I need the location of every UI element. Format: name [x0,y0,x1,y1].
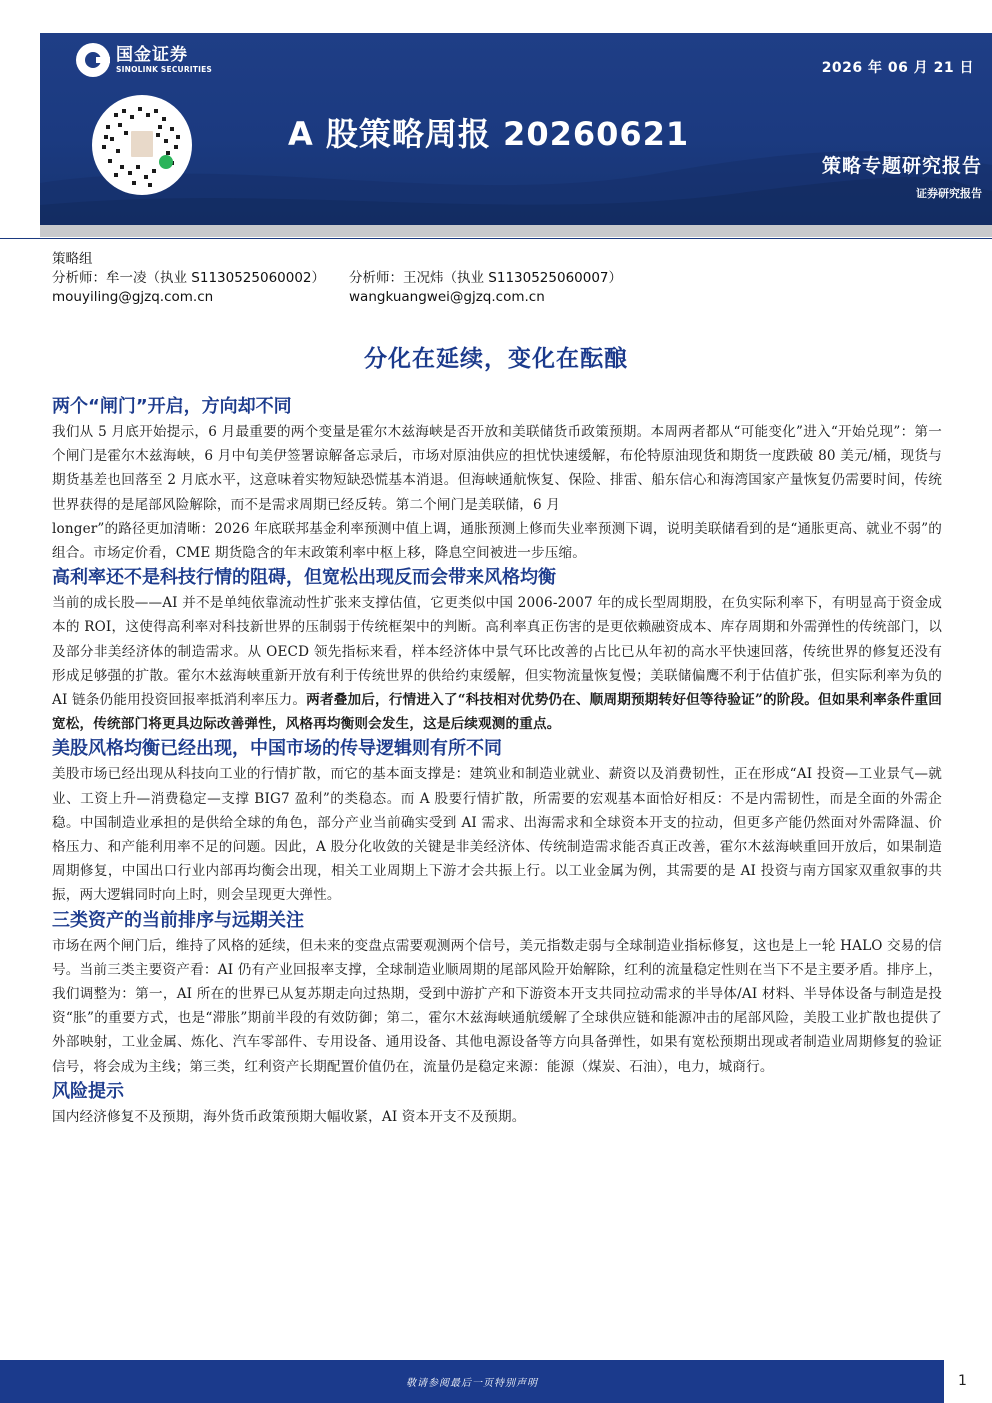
header-banner [40,33,992,225]
qr-center-badge [129,129,155,159]
paragraph-text: 国内经济修复不及预期，海外货币政策预期大幅收紧，AI 资本开支不及预期。 [52,1108,526,1125]
analyst-2-email[interactable]: wangkuangwei@gjzq.com.cn [349,289,545,305]
footer-bar [0,1360,944,1403]
report-title: A 股策略周报 20260621 [288,115,690,153]
logo-name-en: SINOLINK SECURITIES [116,65,213,74]
paragraph-bold-text: 两者叠加后，行情进入了“科技相对优势仍在、顺周期预期转好但等待验证”的阶段。但如果利率条件重回宽松，传统部门将更具边际改善弹性，风格再均衡则会发生，这是后续观测的重点。 [52,692,943,733]
analyst-2: 分析师：王况炜（执业 S1130525060007） [349,270,623,286]
section-title: 两个“闸门”开启，方向却不同 [52,396,292,417]
analyst-1-email[interactable]: mouyiling@gjzq.com.cn [52,289,214,305]
logo-mark-icon [76,43,110,77]
section-paragraph [52,934,942,1079]
section-title: 风险提示 [52,1080,124,1102]
footer-disclaimer[interactable]: 敬请参阅最后一页特别声明 [406,1378,538,1389]
qr-code[interactable] [92,95,192,195]
report-date: 2026 年 06 月 21 日 [821,60,974,76]
section-paragraph [52,420,942,565]
section-paragraph [52,1105,942,1129]
logo-name-cn: 国金证券 [116,45,188,65]
report-headline: 分化在延续，变化在酝酿 [364,346,628,372]
header-divider [0,238,992,239]
report-subtype: 证券研究报告 [916,187,982,200]
page-number: 1 [958,1373,967,1389]
report-body [52,394,942,1129]
section-paragraph [52,591,942,736]
paragraph-text: 市场在两个闸门后，维持了风格的延续，但未来的变盘点需要观测两个信号，美元指数走弱与全球制造业指标修复，这也是上一轮 HALO 交易的信号。当前三类主要资产看：AI 仍有产业回报率支撑，全球制造业顺周期的尾部风险开始解除，红利的流量稳定性则在当下不是主要矛盾。排序上，我们调整为：第一，AI 所在的世界已从复苏期走向过热期，受到中游扩产和下游资本开支共同拉动需求的半导体/AI 材料、半导体设备与制造是投资“胀”的重要方式，也是“滞胀”期前半段的有效防御；第二，霍尔木兹海峡通航缓解了全球供应链和能源冲击的尾部风险，美股工业扩散也提供了外部映射，工业金属、炼化、汽车零部件、专用设备、通用设备、其他电源设备等方向具备弹性，如果有宽松预期出现或者制造业周期修复的验证信号，将会成为主线；第三类，红利资产长期配置价值仍在，流量仍是稳定来源：能源（煤炭、石油），电力，城商行。 [52,937,942,1075]
company-logo [76,43,212,77]
analyst-1: 分析师：牟一凌（执业 S1130525060002） [52,270,326,286]
team-name: 策略组 [52,251,93,267]
paragraph-text: 我们从 5 月底开始提示，6 月最重要的两个变量是霍尔木兹海峡是否开放和美联储货币政策预期。本周两者都从“可能变化”进入“开始兑现”：第一个闸门是霍尔木兹海峡，6 月中旬美伊签署谅解备忘录后，市场对原油供应的担忧快速缓解，布伦特原油现货和期货一度跌破 80 美元/桶，现货与期货基差也回落至 2 月底水平，这意味着实物短缺恐慌基本消退。但海峡通航恢复、保险、排雷、船东信心和海湾国家产量恢复仍需要时间，传统世界获得的是尾部风险解除，而不是需求周期已经反转。第二个闸门是美联储，6 月 [52,424,942,513]
section-title: 美股风格均衡已经出现，中国市场的传导逻辑则有所不同 [52,738,502,760]
section-title: 高利率还不是科技行情的阻碍，但宽松出现反而会带来风格均衡 [52,567,556,589]
banner-shadow-strip [40,225,992,237]
section-title: 三类资产的当前排序与远期关注 [52,909,304,931]
analyst-block [52,250,669,307]
paragraph-text: longer”的路径更加清晰：2026 年底联邦基金利率预测中值上调，通胀预测上修而失业率预测下调，说明美联储看到的是“通胀更高、就业不弱”的组合。市场定价看，CME 期货隐含的年末政策利率中枢上移，降息空间被进一步压缩。 [52,520,942,562]
report-type: 策略专题研究报告 [821,155,982,177]
qr-green-dot-icon [159,155,173,169]
section-paragraph [52,762,942,907]
paragraph-text: 美股市场已经出现从科技向工业的行情扩散，而它的基本面支撑是：建筑业和制造业就业、薪资以及消费韧性，正在形成“AI 投资—工业景气—就业、工资上升—消费稳定—支撑 BIG7 盈利”的类稳态。而 A 股要行情扩散，所需要的宏观基本面恰好相反：不是内需韧性，而是全面的外需企稳。中国制造业承担的是供给全球的角色，部分产业当前确实受到 AI 需求、出海需求和全球资本开支的拉动，但更多产能仍然面对外需降温、价格压力、和产能利用率不足的问题。因此，A 股分化收敛的关键是非美经济体、传统制造需求能否真正改善，霍尔木兹海峡重回开放后，如果制造周期修复，中国出口行业内部再均衡会出现，相关工业周期上下游才会共振上行。以工业金属为例，其需要的是 AI 投资与南方国家双重叙事的共振，两大逻辑同时向上时，则会呈现更大弹性。 [52,766,942,904]
paragraph-text: 当前的成长股——AI 并不是单纯依靠流动性扩张来支撑估值，它更类似中国 2006-2007 年的成长型周期股，在负实际利率下，有明显高于资金成本的 ROI，这使得高利率对科技新世界的压制弱于传统框架中的判断。高利率真正伤害的是更依赖融资成本、库存周期和外需弹性的传统部门，以及部分非美经济体的制造需求。从 OECD 领先指标来看，样本经济体中景气环比改善的占比已从年初的高水平快速回落，传统世界的修复还没有形成足够强的扩散。霍尔木兹海峡重新开放有利于传统世界的供给约束缓解，但实物流量恢复慢；美联储偏鹰不利于估值扩张，但实际利率为负的 AI 链条仍能用投资回报率抵消利率压力。 [52,595,942,709]
